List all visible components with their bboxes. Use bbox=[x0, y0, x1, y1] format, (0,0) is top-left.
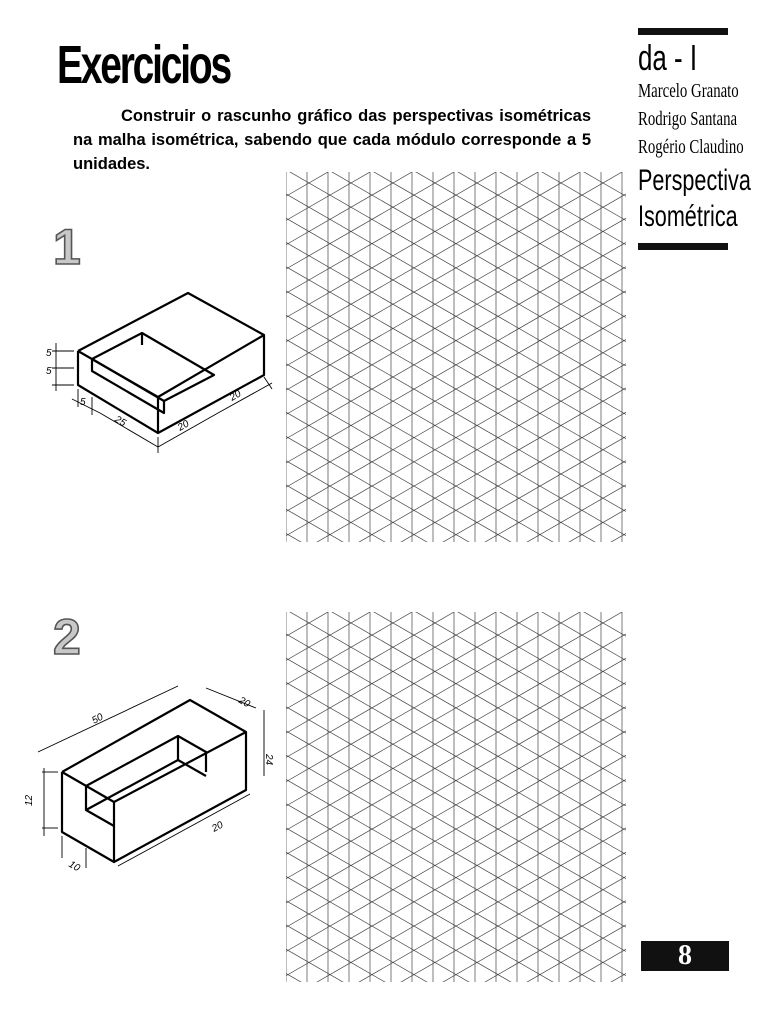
page-number-badge: 8 bbox=[641, 941, 729, 971]
isometric-grid-1 bbox=[286, 172, 626, 542]
dimension-label: 25 bbox=[112, 414, 128, 430]
course-code: da - I bbox=[638, 37, 698, 78]
dimension-label: 20 bbox=[236, 695, 252, 711]
author-name: Rogério Claudino bbox=[638, 136, 744, 158]
dimension-label: 20 bbox=[210, 819, 226, 835]
dimension-label: 50 bbox=[90, 711, 106, 727]
exercise-number-1: 1 bbox=[53, 219, 81, 275]
exercise-number-2: 2 bbox=[53, 609, 81, 665]
subject-line-2: Isométrica bbox=[638, 200, 738, 233]
dimension-label: 5 bbox=[46, 348, 52, 359]
dimension-label: 20 bbox=[228, 388, 244, 404]
course-sidebar bbox=[638, 28, 751, 250]
author-name: Marcelo Granato bbox=[638, 80, 739, 102]
grid-line bbox=[286, 901, 626, 1024]
grid-line bbox=[286, 901, 626, 1024]
authors-list bbox=[638, 77, 744, 161]
top-divider bbox=[638, 28, 728, 35]
bottom-divider bbox=[638, 243, 728, 250]
page-title: Exercicios bbox=[57, 35, 230, 95]
dimension-label: 20 bbox=[176, 418, 192, 434]
subject-line-1: Perspectiva bbox=[638, 164, 751, 197]
grid-line bbox=[286, 998, 626, 1024]
author-name: Rodrigo Santana bbox=[638, 108, 738, 130]
grid-line bbox=[286, 998, 626, 1024]
dimension-label: 10 bbox=[66, 859, 82, 875]
grid-line bbox=[286, 973, 626, 1024]
grid-line bbox=[286, 949, 626, 1024]
isometric-drawing-2 bbox=[24, 680, 278, 880]
exercise-instructions: Construir o rascunho gráfico das perspectivas isométricas na malha isométrica, sabendo que cada módulo corresponde a 5 unidades. bbox=[73, 107, 591, 173]
subject-title bbox=[638, 163, 751, 235]
isometric-grid-2 bbox=[286, 612, 626, 982]
grid-line bbox=[286, 949, 626, 1024]
dimension-label: 5 bbox=[80, 397, 86, 408]
dimension-label: 5 bbox=[46, 366, 52, 377]
dimension-label: 12 bbox=[24, 794, 35, 806]
isometric-drawing-1 bbox=[40, 285, 280, 455]
dimension-label: 24 bbox=[263, 754, 274, 766]
grid-line bbox=[286, 973, 626, 1024]
